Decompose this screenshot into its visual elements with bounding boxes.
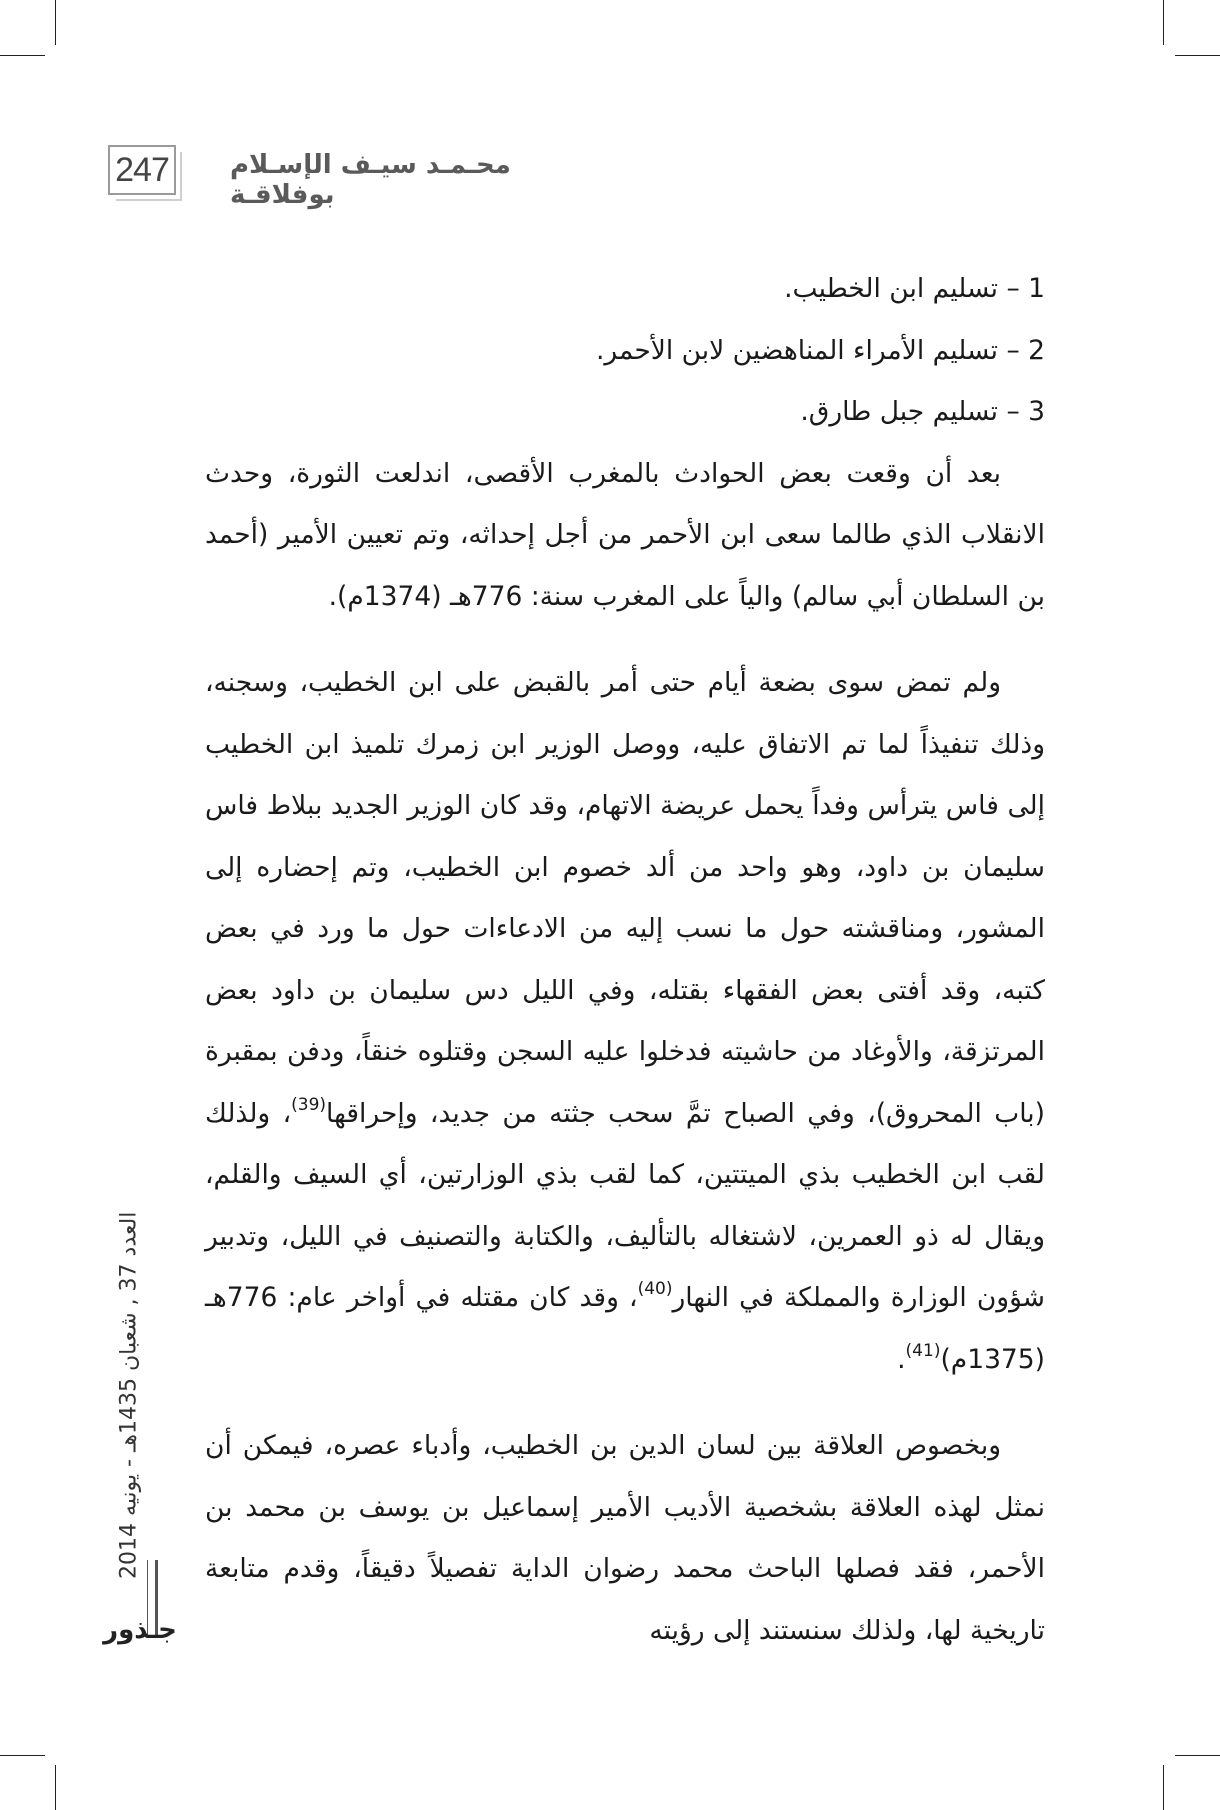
paragraph-2-text-a: ولم تمض سوى بضعة أيام حتى أمر بالقبض على ابن الخطيب، وسجنه، وذلك تنفيذاً لما تم الاتفاق عليه، ووصل الوزير ابن زمرك تلميذ ابن الخطيب إلى فاس يترأس وفداً يحمل عريضة الاتهام، وقد كان الوزير الجديد ببلاط فاس سليمان بن داود، وهو واحد من ألد خصوم ابن الخطيب، وتم إحضاره إلى المشور، ومناقشته حول ما نسب إليه من الادعاءات حول ما ورد في بعض كتبه، وقد أفتى بعض الفقهاء بقتله، وفي الليل دس سليمان بن داود بعض المرتزقة، والأوغاد من حاشيته فدخلوا عليه السجن وقتلوه خنقاً، ودفن بمقبرة (باب المحروق)، وفي الصباح تمَّ سحب جثته من جديد، وإحراقها bbox=[205, 667, 1045, 1129]
footnote-ref-41[interactable]: (41) bbox=[905, 1340, 941, 1361]
issue-info: العدد 37 , شعبان 1435هـ - يونيه 2014 bbox=[116, 1211, 142, 1579]
article-body bbox=[205, 258, 1045, 1661]
paragraph-2 bbox=[205, 652, 1045, 1390]
crop-mark bbox=[1163, 0, 1164, 45]
paragraph-2-end: . bbox=[897, 1343, 906, 1375]
running-head: محـمـد سيـف الإسـلام بوفلاقـة bbox=[230, 150, 511, 210]
list-item: 2 – تسليم الأمراء المناهضين لابن الأحمر. bbox=[595, 334, 1045, 366]
crop-mark bbox=[1163, 1765, 1164, 1810]
crop-mark bbox=[0, 55, 45, 56]
list-item: 1 – تسليم ابن الخطيب. bbox=[784, 273, 1045, 304]
journal-logo: جـذور bbox=[103, 1615, 177, 1645]
list-item: 3 – تسليم جبل طارق. bbox=[800, 396, 1045, 427]
paragraph-3: وبخصوص العلاقة بين لسان الدين بن الخطيب، وأدباء عصره، فيمكن أن نمثل لهذه العلاقة بشخصية الأديب الأمير إسماعيل بن يوسف بن محمد بن الأحمر، فقد فصلها الباحث محمد رضوان الداية تفصيلاً دقيقاً، وقدم متابعة تاريخية لها، ولذلك سنستند إلى رؤيته bbox=[205, 1430, 1045, 1646]
crop-mark bbox=[1175, 1755, 1220, 1756]
crop-mark bbox=[55, 0, 56, 45]
paragraph-2-text-c: ، وقد كان مقتله في أواخر عام: 776هـ (1375م) bbox=[205, 1282, 1045, 1375]
paragraph-2-text-b: ، ولذلك لقب ابن الخطيب بذي الميتتين، كما لقب بذي الوزارتين، أي السيف والقلم، ويقال له ذو العمرين، لاشتغاله بالتأليف، والكتابة والتصنيف في الليل، وتدبير شؤون الوزارة والمملكة في النهار bbox=[205, 1097, 1045, 1313]
paragraph-1: بعد أن وقعت بعض الحوادث بالمغرب الأقصى، اندلعت الثورة، وحدث الانقلاب الذي طالما سعى ابن الأحمر من أجل إحداثه، وتم تعيين الأمير (أحمد بن السلطان أبي سالم) والياً على المغرب سنة: 776هـ (1374م). bbox=[205, 457, 1045, 612]
page-number: 247 bbox=[108, 145, 176, 195]
crop-mark bbox=[55, 1765, 56, 1810]
footnote-ref-39[interactable]: (39) bbox=[291, 1094, 327, 1115]
crop-mark bbox=[0, 1755, 45, 1756]
crop-mark bbox=[1175, 55, 1220, 56]
footnote-ref-40[interactable]: (40) bbox=[637, 1279, 673, 1299]
